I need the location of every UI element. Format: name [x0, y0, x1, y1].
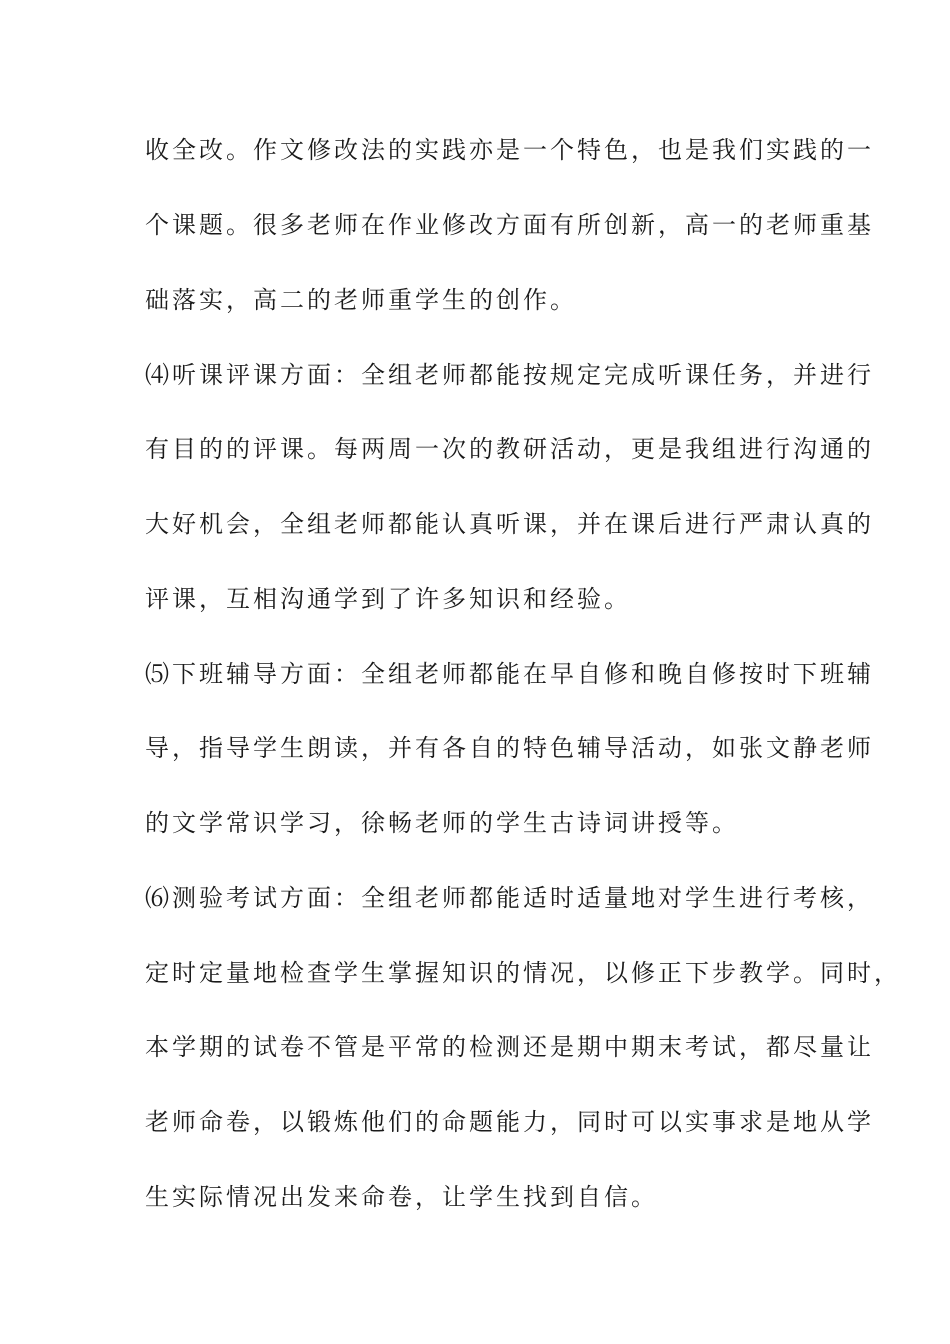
- text-line: 生实际情况出发来命卷，让学生找到自信。: [145, 1183, 658, 1211]
- text-line: 个课题。很多老师在作业修改方面有所创新，高一的老师重基: [145, 211, 874, 239]
- text-line: 本学期的试卷不管是平常的检测还是期中期末考试，都尽量让: [145, 1033, 874, 1061]
- text-line: ⑷听课评课方面：全组老师都能按规定完成听课任务，并进行: [145, 361, 874, 389]
- text-line: 收全改。作文修改法的实践亦是一个特色，也是我们实践的一: [145, 136, 874, 164]
- text-line: 定时定量地检查学生掌握知识的情况，以修正下步教学。同时，: [145, 959, 901, 987]
- text-line: ⑸下班辅导方面：全组老师都能在早自修和晚自修按时下班辅: [145, 660, 874, 688]
- text-line: 础落实，高二的老师重学生的创作。: [145, 286, 577, 314]
- text-line: 的文学常识学习，徐畅老师的学生古诗词讲授等。: [145, 809, 739, 837]
- text-line: 有目的的评课。每两周一次的教研活动，更是我组进行沟通的: [145, 435, 874, 463]
- text-line: 老师命卷，以锻炼他们的命题能力，同时可以实事求是地从学: [145, 1108, 874, 1136]
- text-line: ⑹测验考试方面：全组老师都能适时适量地对学生进行考核，: [145, 884, 874, 912]
- text-line: 导，指导学生朗读，并有各自的特色辅导活动，如张文静老师: [145, 734, 874, 762]
- text-line: 评课，互相沟通学到了许多知识和经验。: [145, 585, 631, 613]
- text-line: 大好机会，全组老师都能认真听课，并在课后进行严肃认真的: [145, 510, 874, 538]
